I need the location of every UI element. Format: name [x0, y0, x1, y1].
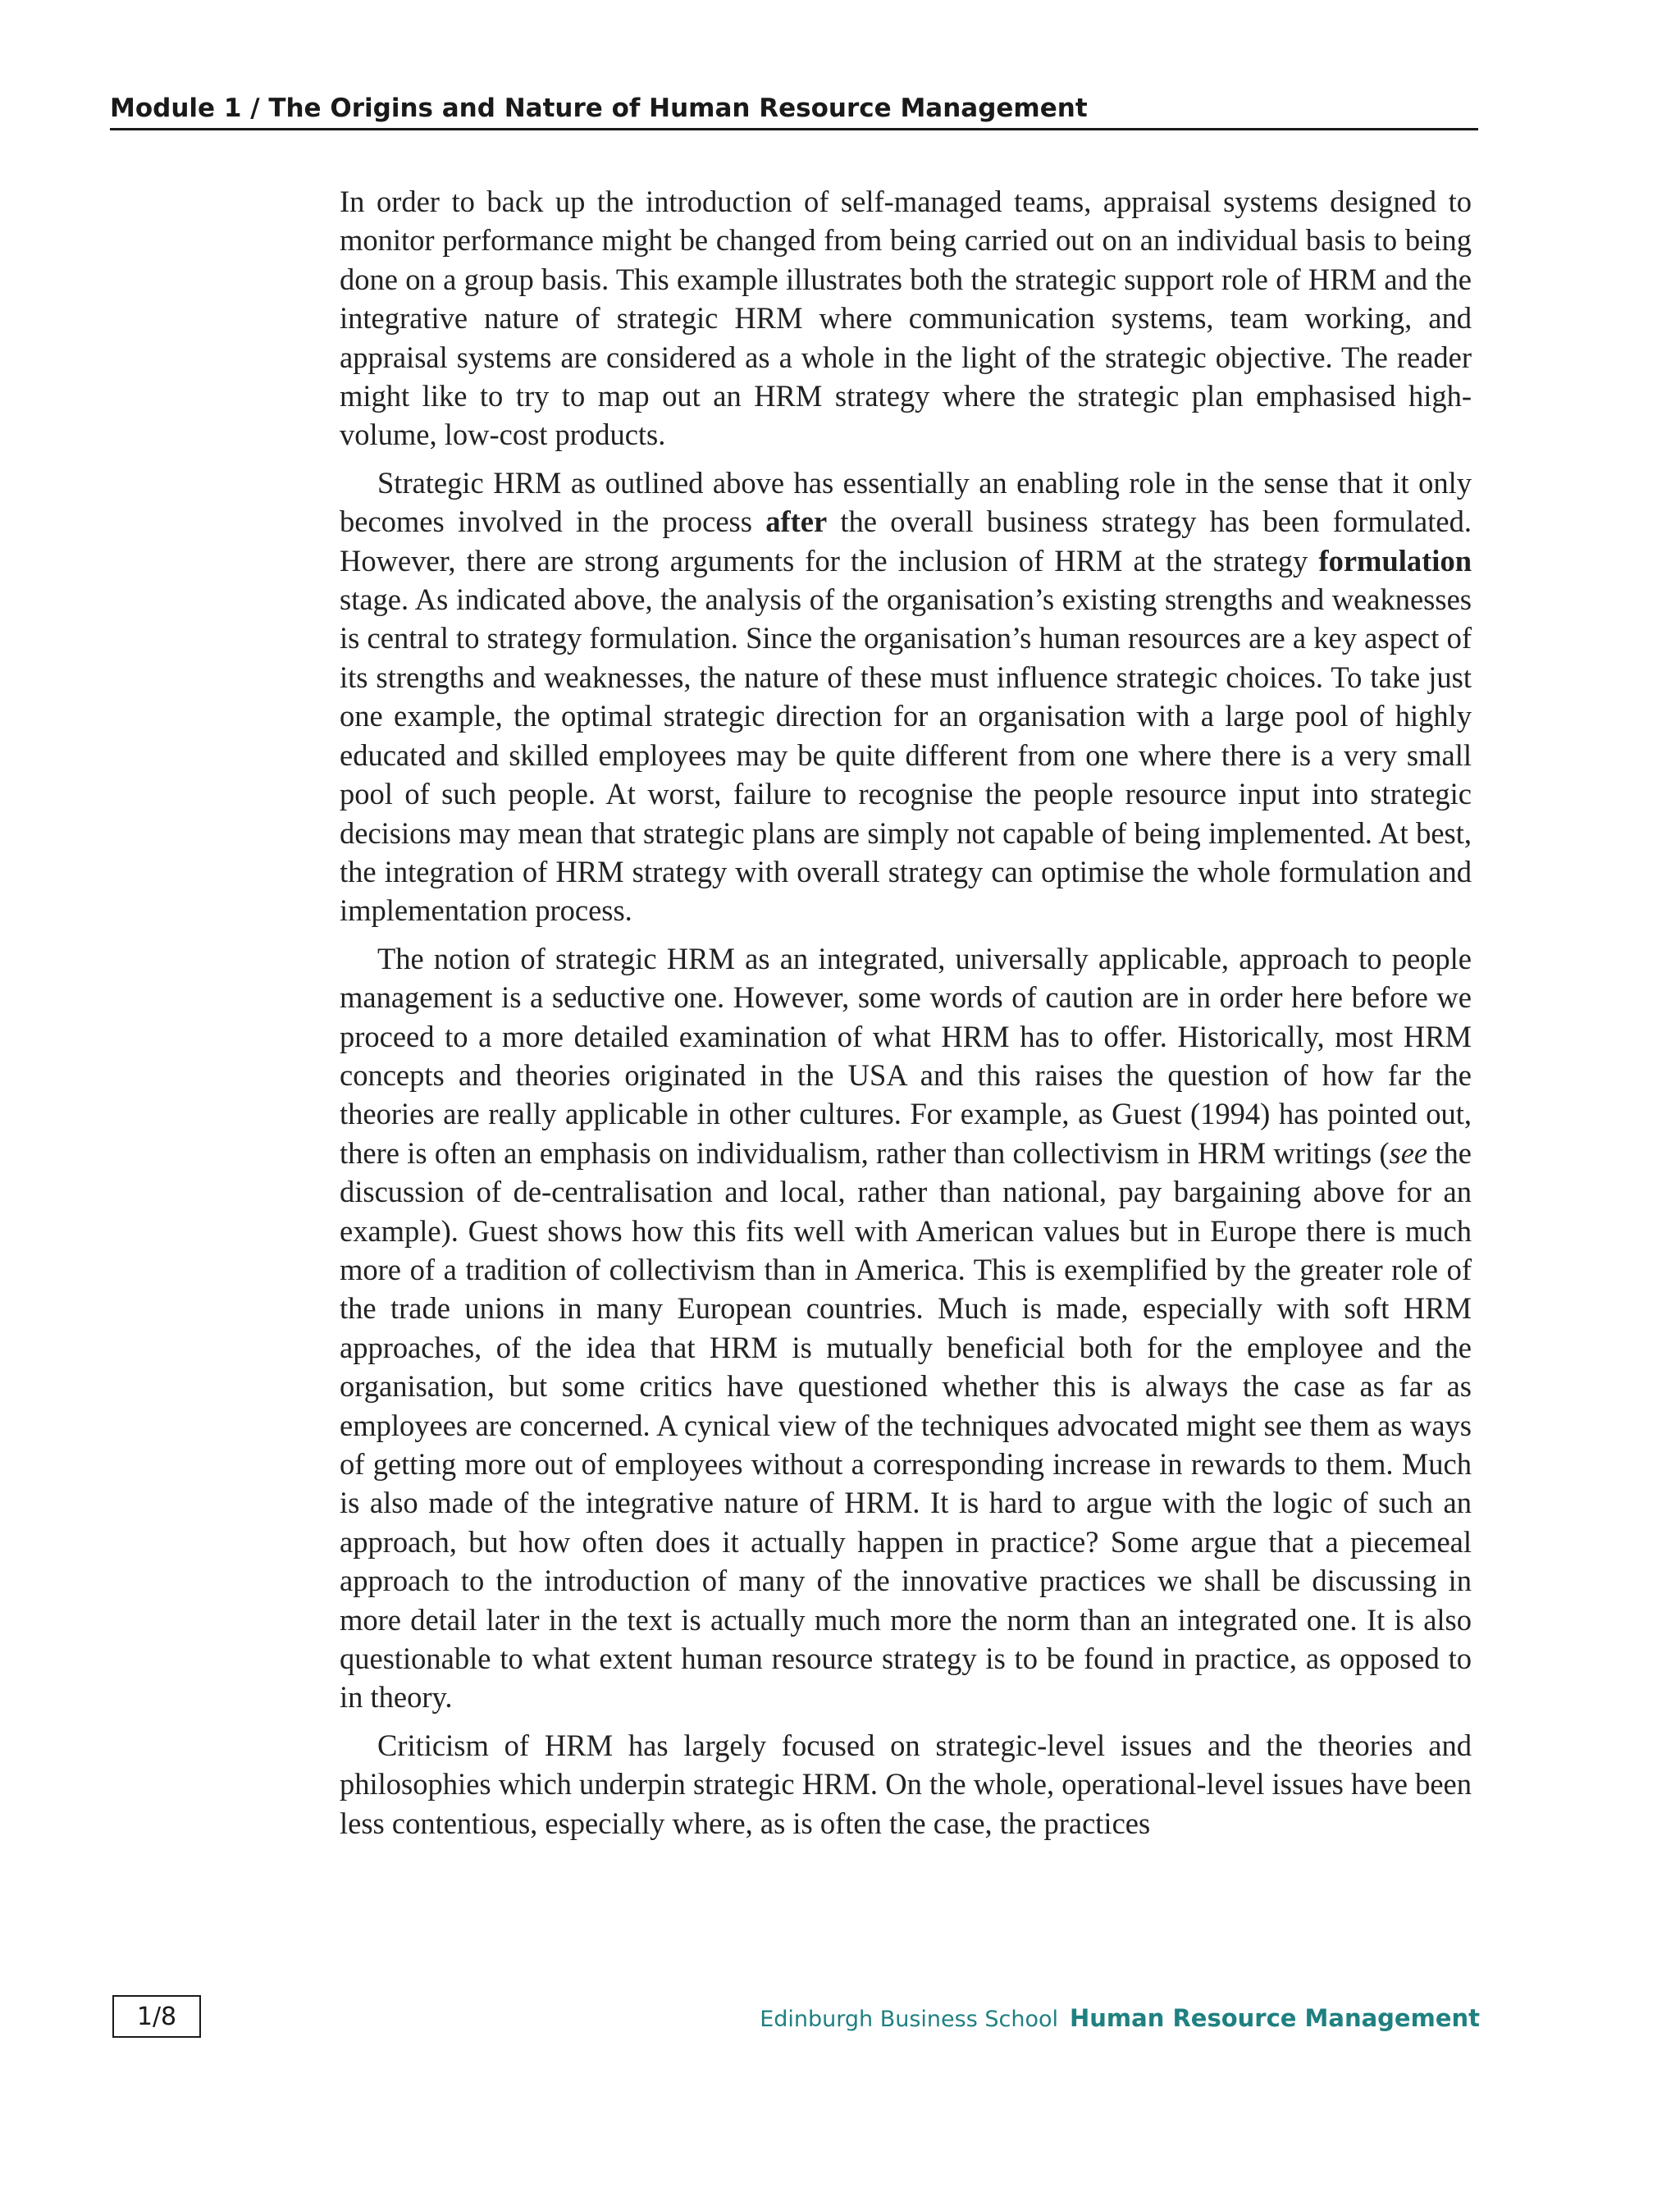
emphasis-see: see — [1389, 1135, 1428, 1170]
emphasis-after: after — [765, 505, 828, 539]
footer-course: Human Resource Management — [1070, 2004, 1480, 2032]
paragraph-3-text-2: the discussion of de-centralisation and local, rather than national, pay bargaining above for an example). Guest shows how this fits well with American values but in Europe there is much more of a tradition of collectivism than in America. This is exemplified by the greater role of the trade unions in many European countries. Much is made, especially with soft HRM approaches, of the idea that HRM is mutually beneficial both for the employee and the organisation, but some critics have questioned whether this is always the case as far as employees are concerned. A cynical view of the techniques advocated might see them as ways of getting more out of employees without a corresponding increase in rewards to them. Much is also made of the integrative nature of HRM. It is hard to argue with the logic of such an approach, but how often does it actually happen in practice? Some argue that a piecemeal approach to the introduction of many of the innovative practices we shall be discussing in more detail later in the text is actually much more the norm than an integrated one. It is also questionable to what extent human resource strategy is to be found in practice, as opposed to in theory. — [340, 1135, 1472, 1715]
paragraph-4: Criticism of HRM has largely focused on strategic-level issues and the theories and philosophies which underpin strategic HRM. On the whole, operational-level issues have been less contentious, especially where, as is often the case, the practices — [340, 1728, 1472, 1840]
emphasis-formulation: formulation — [1318, 543, 1472, 578]
paragraph-2-text-2: the overall business strategy has been formulated. However, there are strong arguments for the inclusion of HRM at the strategy — [340, 505, 1472, 578]
page-number: 1/8 — [112, 1995, 201, 2038]
paragraph-3 — [340, 939, 1472, 1717]
paragraph-2-text-3: stage. As indicated above, the analysis of the organisation’s existing strengths and weaknesses is central to strategy formulation. Since the organisation’s human resources are a key aspect of its strengths and weaknesses, the nature of these must influence strategic choices. To take just one example, the optimal strategic direction for an organisation with a large pool of highly educated and skilled employees may be quite different from one where there is a very small pool of such people. At worst, failure to recognise the people resource input into strategic decisions may mean that strategic plans are simply not capable of being implemented. At best, the integration of HRM strategy with overall strategy can optimise the whole formulation and implementation process. — [340, 582, 1472, 928]
body-text — [340, 182, 1472, 1852]
header-rule — [110, 128, 1478, 130]
paragraph-1: In order to back up the introduction of self-managed teams, appraisal systems designed to monitor performance might be changed from being carried out on an individual basis to being done on a group basis. This example illustrates both the strategic support role of HRM and the integrative nature of strategic HRM where communication systems, team working, and appraisal systems are considered as a whole in the light of the strategic objective. The reader might like to try to map out an HRM strategy where the strategic plan emphasised high-volume, low-cost products. — [340, 185, 1472, 452]
footer-school: Edinburgh Business School — [760, 2007, 1058, 2032]
running-header: Module 1 / The Origins and Nature of Human Resource Management — [110, 94, 1088, 123]
paragraph-2 — [340, 464, 1472, 930]
footer — [760, 2003, 1480, 2034]
paragraph-2-text-1: Strategic HRM as outlined above has essentially an enabling role in the sense that it only becomes involved in the process — [340, 465, 1472, 539]
paragraph-3-text-1: The notion of strategic HRM as an integrated, universally applicable, approach to people management is a seductive one. However, some words of caution are in order here before we proceed to a more detailed examination of what HRM has to offer. Historically, most HRM concepts and theories originated in the USA and this raises the question of how far the theories are really applicable in other cultures. For example, as Guest (1994) has pointed out, there is often an emphasis on individualism, rather than collectivism in HRM writings ( — [340, 941, 1472, 1170]
